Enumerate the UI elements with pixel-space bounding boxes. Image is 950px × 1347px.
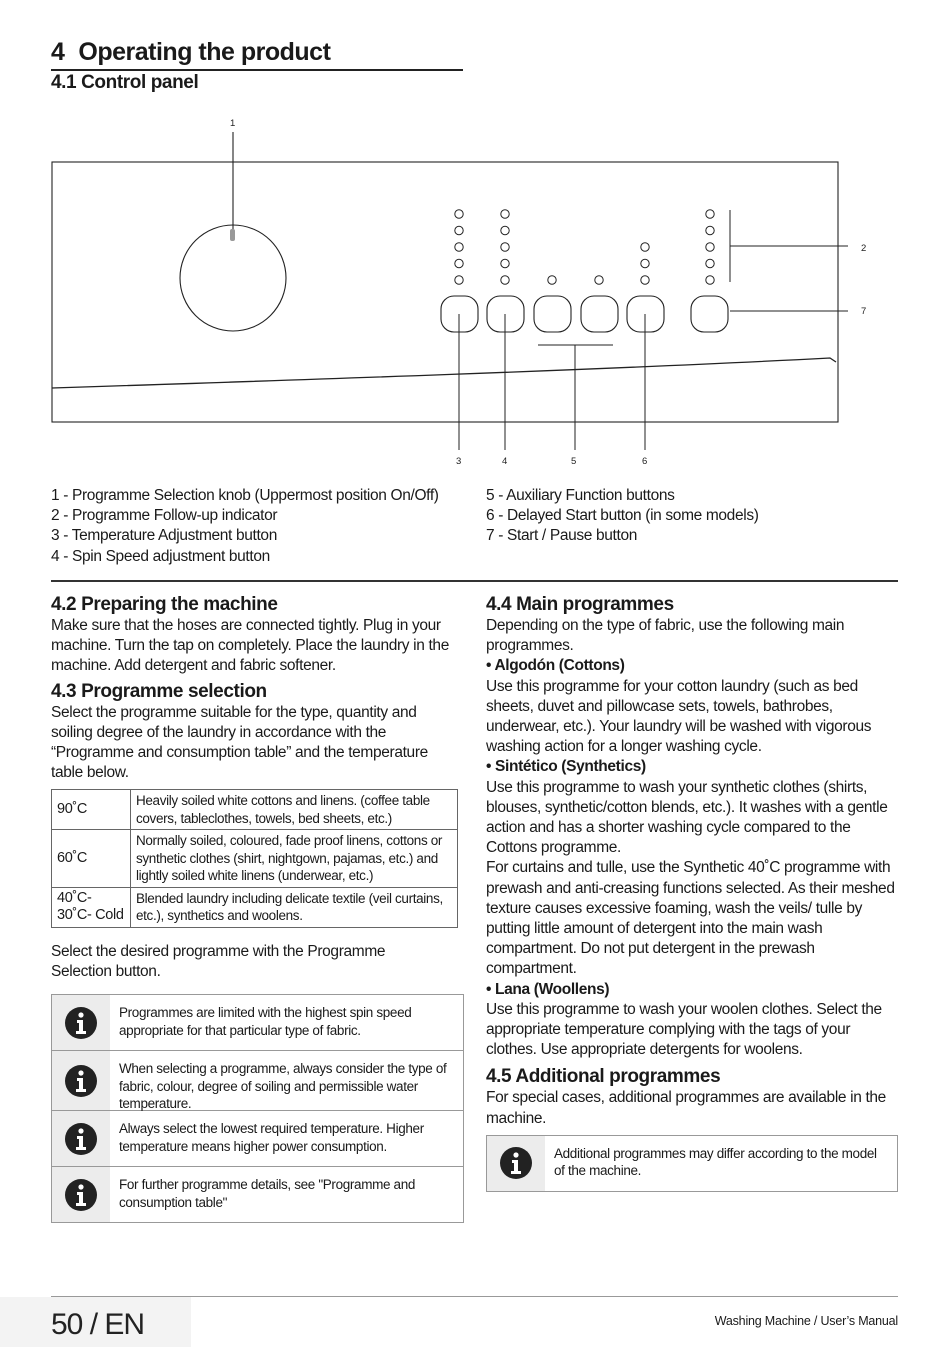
indicator-led — [595, 276, 603, 284]
indicator-led — [501, 226, 509, 234]
info-icon — [487, 1136, 545, 1191]
indicator-led — [641, 243, 649, 251]
callout-4: 4 — [502, 456, 508, 467]
woollens-heading: • Lana (Woollens) — [486, 980, 610, 998]
woollens-text: Use this programme to wash your woolen clothes. Select the appropriate temperature complying with the tags of your clothes. Use appropriate detergents for woolens. — [486, 1000, 882, 1059]
section-title-control-panel: 4.1 Control panel — [51, 72, 199, 93]
knob-marker — [230, 229, 235, 241]
legend-left — [51, 486, 471, 567]
indicator-led — [706, 276, 714, 284]
indicator-led — [501, 210, 509, 218]
info-note — [52, 1111, 463, 1167]
temp-cell: 60˚C — [52, 830, 131, 888]
desc-cell: Blended laundry including delicate textile (veil curtains, etc.), synthetics and woolens. — [131, 887, 458, 927]
callout-1: 1 — [230, 118, 236, 129]
desc-cell: Heavily soiled white cottons and linens. (coffee table covers, tableclothes, towels, bed sheets, etc.) — [131, 790, 458, 830]
indicator-led — [501, 276, 509, 284]
info-notes — [486, 1135, 898, 1192]
note-text: For further programme details, see "Programme and consumption table" — [119, 1177, 416, 1210]
indicator-led — [641, 276, 649, 284]
chapter-title: Operating the product — [78, 38, 331, 66]
preparing-text: Make sure that the hoses are connected tightly. Plug in your machine. Turn the tap on completely. Place the laundry in the machine. Add detergent and fabric softener. — [51, 617, 449, 675]
cottons-heading: • Algodón (Cottons) — [486, 657, 625, 675]
additional-text: For special cases, additional programmes are available in the machine. — [486, 1089, 886, 1127]
temp-cell: 40˚C- 30˚C- Cold — [52, 887, 131, 927]
panel-button — [581, 296, 618, 332]
note-text: Additional programmes may differ according to the model of the machine. — [554, 1145, 877, 1179]
control-panel-diagram — [0, 0, 950, 480]
callout-5: 5 — [571, 456, 577, 467]
section-title-selection: 4.3 Programme selection — [51, 680, 267, 702]
section-title-preparing: 4.2 Preparing the machine — [51, 594, 278, 615]
indicator-led — [455, 226, 463, 234]
indicator-led — [706, 210, 714, 218]
indicator-led — [641, 259, 649, 267]
table-row — [52, 887, 458, 927]
section-title-additional: 4.5 Additional programmes — [486, 1066, 721, 1088]
indicator-led — [706, 259, 714, 267]
info-icon — [52, 995, 110, 1050]
info-icon — [52, 1051, 110, 1110]
footer-title: Washing Machine / User’s Manual — [714, 1314, 898, 1328]
info-note — [487, 1136, 897, 1191]
note-text: Programmes are limited with the highest spin speed appropriate for that particular type of fabric. — [119, 1005, 412, 1038]
table-row — [52, 790, 458, 830]
info-icon — [52, 1111, 110, 1166]
panel-outline — [52, 162, 838, 422]
legend-right — [486, 486, 896, 547]
indicator-led — [706, 243, 714, 251]
info-note — [52, 995, 463, 1051]
info-note — [52, 1167, 463, 1222]
callout-2: 2 — [861, 243, 867, 254]
note-text: Always select the lowest required temperature. Higher temperature means higher power consumption. — [119, 1121, 424, 1154]
chapter-number: 4 — [51, 38, 65, 66]
panel-button — [534, 296, 571, 332]
indicator-led — [455, 243, 463, 251]
indicator-led — [455, 276, 463, 284]
legend-item: 7 - Start / Pause button — [486, 527, 637, 545]
legend-item: 4 - Spin Speed adjustment button — [51, 547, 270, 565]
indicator-led — [455, 259, 463, 267]
page-number: 50 / EN — [51, 1308, 145, 1341]
cottons-text: Use this programme for your cotton laundry (such as bed sheets, duvet and pillowcase sets, towels, bathrobes, underwear, etc.). Your laundry will be washed with vigorous washing action for a longer washing cycle. — [486, 677, 872, 756]
section-divider — [51, 580, 898, 582]
callout-3: 3 — [456, 456, 462, 467]
temperature-table — [51, 789, 458, 928]
right-column — [486, 594, 898, 1192]
section-title-main-programmes: 4.4 Main programmes — [486, 594, 674, 615]
selection-text: Select the programme suitable for the type, quantity and soiling degree of the laundry in accordance with the “Programme and consumption table” and the temperature table below. — [51, 703, 428, 782]
main-intro: Depending on the type of fabric, use the following main programmes. — [486, 617, 845, 655]
legend-item: 3 - Temperature Adjustment button — [51, 527, 277, 545]
note-text: When selecting a programme, always consider the type of fabric, colour, degree of soiling and permissible water temperature. — [119, 1061, 447, 1112]
info-notes — [51, 994, 464, 1223]
synthetics-heading: • Sintético (Synthetics) — [486, 758, 646, 776]
desc-cell: Normally soiled, coloured, fade proof linens, cottons or synthetic clothes (shirt, nightgown, pajamas, etc.) and lightly soiled white linens (underwear, etc.) — [131, 830, 458, 888]
info-note — [52, 1051, 463, 1111]
callout-6: 6 — [642, 456, 648, 467]
panel-button — [691, 296, 728, 332]
indicator-led — [548, 276, 556, 284]
synthetics-text-2: For curtains and tulle, use the Synthetic 40˚C programme with prewash and anti-creasing functions selected. As their meshed texture causes excessive foaming, wash the veils/ tulle by putting little amount of detergent into the main wash compartment. Do not put detergent in the prewash compartment. — [486, 859, 895, 978]
temp-cell: 90˚C — [52, 790, 131, 830]
indicator-led — [501, 259, 509, 267]
panel-edge — [52, 358, 836, 388]
table-row — [52, 830, 458, 888]
left-column — [51, 594, 466, 1223]
info-icon — [52, 1167, 110, 1222]
legend-item: 6 - Delayed Start button (in some models) — [486, 507, 759, 525]
callout-7: 7 — [861, 306, 867, 317]
legend-item: 5 - Auxiliary Function buttons — [486, 487, 675, 504]
indicator-led — [501, 243, 509, 251]
indicator-led — [706, 226, 714, 234]
synthetics-text: Use this programme to wash your synthetic clothes (shirts, blouses, synthetic/cotton blends, etc.). It washes with a gentle action and has a shorter washing cycle compared to the Cottons programme. — [486, 778, 888, 857]
legend-item: 2 - Programme Follow-up indicator — [51, 507, 278, 525]
indicator-led — [455, 210, 463, 218]
legend-item: 1 - Programme Selection knob (Uppermost position On/Off) — [51, 487, 439, 504]
selection-after-text: Select the desired programme with the Programme Selection button. — [51, 942, 386, 981]
